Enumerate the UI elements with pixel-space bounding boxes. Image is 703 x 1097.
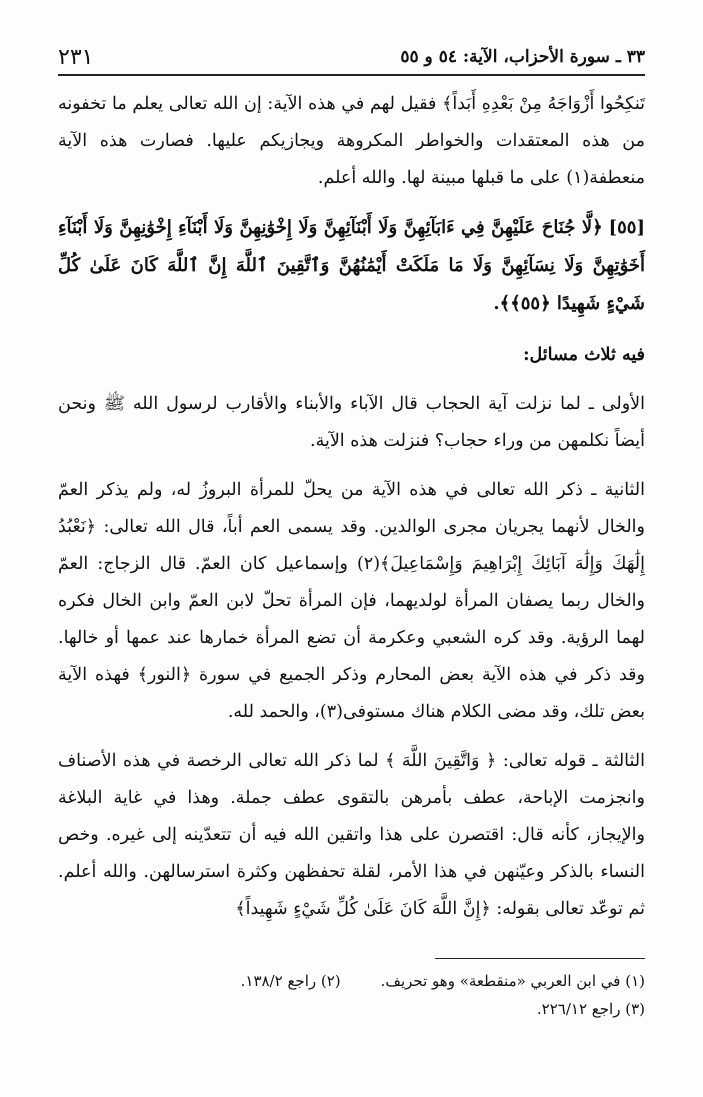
- footnote-2: (٢) راجع ١٣٨/٢.: [240, 972, 341, 990]
- issues-intro: فيه ثلاث مسائل:: [523, 345, 645, 365]
- page-header: [58, 40, 645, 76]
- issue-first: الأولى ـ لما نزلت آية الحجاب قال الآباء والأبناء والأقارب لرسول الله ﷺ ونحن أيضاً نكلمهن من وراء حجاب؟ فنزلت هذه الآية.: [58, 394, 645, 451]
- running-title: ٣٣ ـ سورة الأحزاب، الآية: ٥٤ و ٥٥: [400, 47, 645, 67]
- footnote-line-1: [58, 967, 645, 995]
- verse-number: [٥٥]: [608, 217, 645, 238]
- footnote-line-2: [58, 995, 645, 1023]
- footnote-3: (٣) راجع ٢٢٦/١٢.: [536, 1000, 645, 1018]
- footnotes: [58, 958, 645, 1023]
- page-number: ٢٣١: [58, 44, 94, 70]
- paragraph-1: تَنكِحُوا أَزْوَاجَهُ مِنْ بَعْدِهِ أَبَداً﴾ فقيل لهم في هذه الآية: إن الله تعالى يعلم ما تخفونه من هذه المعتقدات والخواطر المكروهة ويجازيكم عليها. فصارت هذه الآية منعطفة(١) على ما قبلها مبينة لها. والله أعلم.: [58, 94, 645, 188]
- page-body: [58, 86, 645, 940]
- verse-text: ﴿لَّا جُنَاحَ عَلَيْهِنَّ فِي ءَابَآئِهِنَّ وَلَا أَبْنَآئِهِنَّ وَلَا إِخْوَٰنِهِنَّ وَلَا أَبْنَآءِ إِخْوَٰنِهِنَّ وَلَا أَبْنَآءِ أَخَوَٰتِهِنَّ وَلَا نِسَآئِهِنَّ وَلَا مَا مَلَكَتْ أَيْمَٰنُهُنَّ وَٱتَّقِينَ ٱللَّهَ إِنَّ ٱللَّهَ كَانَ عَلَىٰ كُلِّ شَيْءٍ شَهِيدًا ﴿٥٥﴾﴾.: [58, 217, 645, 314]
- verse-block: [58, 209, 645, 323]
- issue-third: الثالثة ـ قوله تعالى: ﴿ وَاتَّقِينَ اللَّهَ ﴾ لما ذكر الله تعالى الرخصة في هذه الأصناف وانجزمت الإباحة، عطف بأمرهن بالتقوى عطف جملة. وهذا في غاية البلاغة والإيجاز، كأنه قال: اقتصرن على هذا واتقين الله فيه أن تتعدّينه إلى غيره. وخص النساء بالذكر وعيّنهن في هذا الأمر، لقلة تحفظهن وكثرة استرسالهن. والله أعلم. ثم توعّد تعالى بقوله: ﴿إِنَّ اللَّهَ كَانَ عَلَىٰ كُلِّ شَيْءٍ شَهِيداً﴾: [58, 751, 645, 919]
- footnote-divider: [435, 958, 645, 959]
- footnote-1: (١) في ابن العربي «منقطعة» وهو تحريف.: [380, 972, 645, 990]
- issue-second: الثانية ـ ذكر الله تعالى في هذه الآية من يحلّ للمرأة البروزُ له، ولم يذكر العمّ والخال لأنهما يجريان مجرى الوالدين. وقد يسمى العم أباً، قال الله تعالى: ﴿نَعْبُدُ إِلَٰهَكَ وَإِلَٰهَ آبَائِكَ إِبْرَاهِيمَ وَإِسْمَاعِيلَ﴾(٢) وإسماعيل كان العمّ. قال الزجاج: العمّ والخال ربما يصفان المرأة لولديهما، فإن المرأة تحلّ لابن العمّ وابن الخال فكره لهما الرؤية. وقد كره الشعبي وعكرمة أن تضع المرأة خمارها عند عمها أو خالها. وقد ذكر في هذه الآية بعض المحارم وذكر الجميع في سورة ﴿النور﴾ فهذه الآية بعض تلك، وقد مضى الكلام هناك مستوفى(٣)، والحمد لله.: [58, 480, 645, 722]
